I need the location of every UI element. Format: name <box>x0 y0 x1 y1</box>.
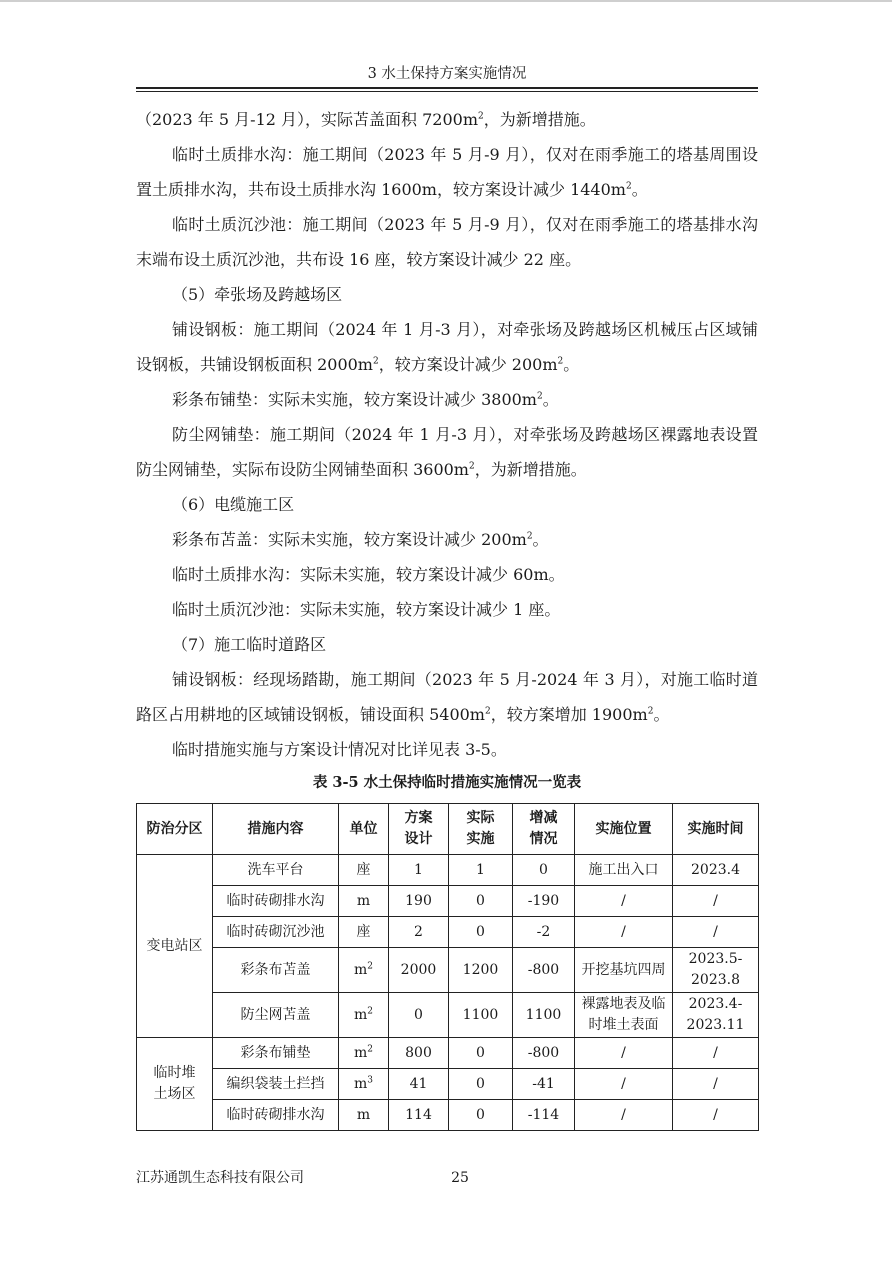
time-cell: / <box>673 886 759 917</box>
actual-cell: 0 <box>449 1069 513 1100</box>
footer-company: 江苏通凯生态科技有限公司 <box>136 1170 304 1186</box>
section-heading: （6）电缆施工区 <box>172 495 295 514</box>
paragraph: 铺设钢板：经现场踏勘，施工期间（2023 年 5 月-2024 年 3 月），对施工临时道路区占用耕地的区域铺设钢板，铺设面积 $5400m^2$，较方案增加 $1900m^2$。 <box>136 670 758 724</box>
paragraph: 临时措施实施与方案设计情况对比详见表 3-5。 <box>172 740 507 759</box>
location-cell: / <box>575 1038 673 1069</box>
change-cell: -800 <box>513 1038 575 1069</box>
measure-cell: 临时砖砌排水沟 <box>213 1100 339 1131</box>
change-cell: -41 <box>513 1069 575 1100</box>
table-row <box>137 1069 759 1100</box>
measures-table <box>136 803 759 1131</box>
header-rule-thin <box>136 91 758 92</box>
actual-cell: 0 <box>449 886 513 917</box>
body-text <box>136 102 758 767</box>
table-row <box>137 886 759 917</box>
header-unit: 单位 <box>339 804 389 855</box>
time-cell: / <box>673 1038 759 1069</box>
design-cell: 114 <box>389 1100 449 1131</box>
paragraph: 临时土质沉沙池：施工期间（2023 年 5 月-9 月），仅对在雨季施工的塔基排水沟末端布设土质沉沙池，共布设 16 座，较方案设计减少 22 座。 <box>136 215 758 269</box>
change-cell: -2 <box>513 917 575 948</box>
paragraph: 临时土质沉沙池：实际未实施，较方案设计减少 1 座。 <box>172 600 561 619</box>
paragraph: （2023 年 5 月-12 月），实际苫盖面积 $7200m^2$，为新增措施。 <box>136 110 596 129</box>
time-cell: / <box>673 1100 759 1131</box>
change-cell: -800 <box>513 948 575 993</box>
actual-cell: 1 <box>449 855 513 886</box>
unit-cell: $m^2$ <box>339 948 389 993</box>
page-number: 25 <box>451 1170 469 1186</box>
unit-cell: 座 <box>339 917 389 948</box>
location-cell: 开挖基坑四周 <box>575 948 673 993</box>
design-cell: 1 <box>389 855 449 886</box>
header-measure: 措施内容 <box>213 804 339 855</box>
location-cell: 裸露地表及临时堆土表面 <box>575 993 673 1038</box>
unit-cell: $m^2$ <box>339 993 389 1038</box>
table-row <box>137 917 759 948</box>
design-cell: 2000 <box>389 948 449 993</box>
paragraph: 防尘网铺垫：施工期间（2024 年 1 月-3 月），对牵张场及跨越场区裸露地表设置防尘网铺垫，实际布设防尘网铺垫面积 $3600m^2$，为新增措施。 <box>136 425 758 479</box>
actual-cell: 0 <box>449 917 513 948</box>
page-top-edge <box>0 0 892 2</box>
time-cell: 2023.5-2023.8 <box>673 948 759 993</box>
table-row <box>137 1100 759 1131</box>
table-row <box>137 855 759 886</box>
location-cell: / <box>575 1069 673 1100</box>
table-row <box>137 993 759 1038</box>
measure-cell: 临时砖砌沉沙池 <box>213 917 339 948</box>
unit-cell: m <box>339 1100 389 1131</box>
design-cell: 0 <box>389 993 449 1038</box>
unit-cell: m <box>339 886 389 917</box>
design-cell: 2 <box>389 917 449 948</box>
header-rule-thick <box>136 87 758 89</box>
time-cell: / <box>673 1069 759 1100</box>
unit-cell: $m^3$ <box>339 1069 389 1100</box>
header-actual: 实际实施 <box>449 804 513 855</box>
design-cell: 800 <box>389 1038 449 1069</box>
paragraph: 彩条布苫盖：实际未实施，较方案设计减少 $200m^2$。 <box>172 530 549 549</box>
running-header: 3 水土保持方案实施情况 <box>367 66 527 82</box>
section-heading: （7）施工临时道路区 <box>172 635 327 654</box>
location-cell: 施工出入口 <box>575 855 673 886</box>
table-row <box>137 948 759 993</box>
actual-cell: 1100 <box>449 993 513 1038</box>
measure-cell: 临时砖砌排水沟 <box>213 886 339 917</box>
change-cell: 1100 <box>513 993 575 1038</box>
measure-cell: 彩条布铺垫 <box>213 1038 339 1069</box>
paragraph: 彩条布铺垫：实际未实施，较方案设计减少 $3800m^2$。 <box>172 390 559 409</box>
header-zone: 防治分区 <box>137 804 213 855</box>
measure-cell: 彩条布苫盖 <box>213 948 339 993</box>
unit-cell: 座 <box>339 855 389 886</box>
paragraph: 铺设钢板：施工期间（2024 年 1 月-3 月），对牵张场及跨越场区机械压占区域铺设钢板，共铺设钢板面积 $2000m^2$，较方案设计减少 $200m^2$。 <box>136 320 758 374</box>
change-cell: 0 <box>513 855 575 886</box>
time-cell: / <box>673 917 759 948</box>
header-location: 实施位置 <box>575 804 673 855</box>
location-cell: / <box>575 1100 673 1131</box>
actual-cell: 1200 <box>449 948 513 993</box>
header-time: 实施时间 <box>673 804 759 855</box>
paragraph: 临时土质排水沟：实际未实施，较方案设计减少 60m。 <box>172 565 565 584</box>
table-header-row <box>137 804 759 855</box>
zone-cell: 临时堆土场区 <box>137 1038 213 1131</box>
time-cell: 2023.4-2023.11 <box>673 993 759 1038</box>
zone-cell: 变电站区 <box>137 855 213 1038</box>
design-cell: 190 <box>389 886 449 917</box>
time-cell: 2023.4 <box>673 855 759 886</box>
measure-cell: 洗车平台 <box>213 855 339 886</box>
location-cell: / <box>575 886 673 917</box>
table-caption: 表 3-5 水土保持临时措施实施情况一览表 <box>312 774 582 791</box>
header-design: 方案设计 <box>389 804 449 855</box>
location-cell: / <box>575 917 673 948</box>
header-change: 增减情况 <box>513 804 575 855</box>
measure-cell: 防尘网苫盖 <box>213 993 339 1038</box>
table-row <box>137 1038 759 1069</box>
actual-cell: 0 <box>449 1038 513 1069</box>
change-cell: -190 <box>513 886 575 917</box>
change-cell: -114 <box>513 1100 575 1131</box>
actual-cell: 0 <box>449 1100 513 1131</box>
section-heading: （5）牵张场及跨越场区 <box>172 285 343 304</box>
measure-cell: 编织袋装土拦挡 <box>213 1069 339 1100</box>
unit-cell: $m^2$ <box>339 1038 389 1069</box>
paragraph: 临时土质排水沟：施工期间（2023 年 5 月-9 月），仅对在雨季施工的塔基周围设置土质排水沟，共布设土质排水沟 1600m，较方案设计减少 $1440m^2$。 <box>136 145 758 199</box>
design-cell: 41 <box>389 1069 449 1100</box>
